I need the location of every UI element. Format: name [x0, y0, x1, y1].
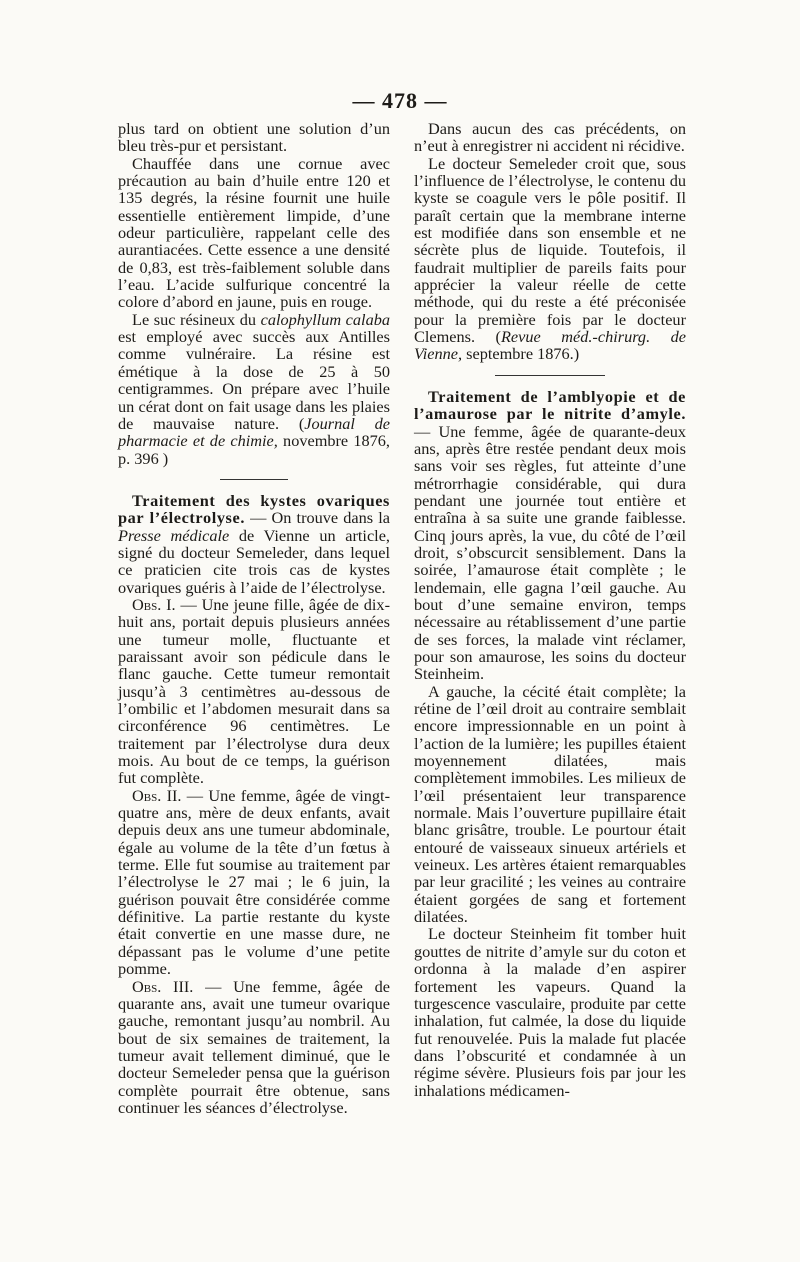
- text-run: de Vienne un article, signé du docteur Semeleder, dans lequel ce praticien cite trois cas de kystes ovariques guéris à l’aide de l’électrolyse.: [118, 525, 390, 597]
- citation-title: Journal de pharmacie et de chimie,: [118, 413, 391, 451]
- italic-term: Presse médicale: [118, 525, 230, 545]
- text-run: septembre 1876.): [462, 344, 580, 364]
- left-column: [118, 120, 390, 1116]
- observation: [118, 978, 390, 1117]
- observation: [118, 596, 390, 787]
- text-run: Le docteur Semeleder croit que, sous l’influence de l’électrolyse, le contenu du kyste se coagule vers le pôle positif. Il paraît certain que la membrane interne est modifiée dans son ensemble et ne sécrète plus de liquide. Toutefois, il faudrait multiplier de pareils faits pour apprécier la valeur réelle de cette méthode, qui du reste a été préconisée pour la première fois par le docteur Clemens. (: [414, 153, 686, 347]
- observation-label: Obs. I.: [132, 594, 176, 614]
- paragraph: [118, 492, 390, 596]
- observation-label: Obs. III.: [132, 976, 194, 996]
- text-run: novembre 1876, p. 396 ): [118, 431, 390, 468]
- observation-label: Obs. II.: [132, 785, 182, 805]
- italic-term: calophyllum calaba: [260, 309, 390, 329]
- section-divider: [220, 479, 288, 480]
- text-run: est employé avec succès aux Antilles comme vulnéraire. La résine est émétique à la dose de 25 à 50 centigrammes. On prépare avec l’huile un cérat dont on fait usage dans les plaies de mauvaise nature. (: [118, 327, 390, 433]
- paragraph: Le docteur Steinheim fit tomber huit gouttes de nitrite d’amyle sur du coton et ordonna à la malade d’en aspirer fortement les vapeurs. Quand la turgescence vasculaire, produite par cette inhalation, fut calmée, la dose du liquide fut renouvelée. Puis la malade fut placée dans l’obscurité et condamnée à un régime sévère. Plusieurs fois par jour les inhalations médicamen-: [414, 924, 686, 1100]
- text-run: Le suc résineux du: [132, 309, 261, 329]
- paragraph: plus tard on obtient une solution d’un bleu très-pur et persistant.: [118, 119, 390, 156]
- citation-title: Revue méd.-chirurg. de Vienne,: [414, 327, 687, 364]
- text-run: — Une jeune fille, âgée de dix-huit ans, portait depuis plusieurs années une tumeur molle, fluctuante et paraissant avoir son pédicule dans le flanc gauche. Cette tumeur remontait jusqu’à 3 centimètres au-dessous de l’ombilic et l’abdomen mesurait dans sa circonférence 96 centimètres. Le traitement par l’électrolyse dura deux mois. Au bout de ce temps, la guérison fut complète.: [118, 594, 390, 788]
- paragraph: Dans aucun des cas précédents, on n’eut à enregistrer ni accident ni récidive.: [414, 119, 686, 156]
- paragraph: [414, 388, 686, 683]
- observation: [118, 787, 390, 978]
- page-number: — 478 —: [352, 88, 448, 113]
- text-run: — Une femme, âgée de quarante ans, avait une tumeur ovarique gauche, remontant jusqu’au nombril. Au bout de six semaines de traitement, la tumeur avait tellement diminué, que le docteur Semeleder pensa que la guérison complète pourrait être obtenue, sans continuer les séances d’électrolyse.: [118, 976, 390, 1117]
- paragraph: Chauffée dans une cornue avec précaution au bain d’huile entre 120 et 135 degrés, la résine fournit une huile essentielle entièrement limpide, d’une odeur particulière, rappelant celle des aurantiacées. Cette essence a une densité de 0,83, est très-faiblement soluble dans l’eau. L’acide sulfurique concentré la colore d’abord en jaune, puis en rouge.: [118, 153, 390, 312]
- text-run: — On trouve dans la: [245, 508, 391, 528]
- section-divider: [495, 375, 605, 376]
- section-title: Traitement des kystes ovariques par l’électrolyse.: [118, 490, 390, 528]
- text-run: — Une femme, âgée de quarante-deux ans, après être restée pendant deux mois sans voir ses règles, fut atteinte d’une métrorrhagie considérable, qui dura pendant une journée tout entière et entraîna à sa suite une grande faiblesse. Cinq jours après, la vue, du côté de l’œil droit, s’obscurcit sensiblement. Dans la soirée, l’amaurose était complète ; le lendemain, elle gagna l’œil gauche. Au bout d’une semaine environ, temps nécessaire au rétablissement d’une partie de ses forces, la malade vint réclamer, pour son amaurose, les soins du docteur Steinheim.: [414, 421, 686, 684]
- section-title: Traitement de l’amblyopie et de l’amaurose par le nitrite d’amyle.: [414, 386, 686, 424]
- right-column: [414, 120, 686, 1099]
- text-run: — Une femme, âgée de vingt-quatre ans, mère de deux enfants, avait depuis deux ans une tumeur abdominale, égale au volume de la tête d’un fœtus à terme. Elle fut soumise au traitement par l’électrolyse le 27 mai ; le 6 juin, la guérison pouvait être considérée comme définitive. La partie restante du kyste était convertie en une masse dure, ne dépassant pas le volume d’une petite pomme.: [118, 785, 390, 979]
- paragraph: [118, 311, 390, 467]
- paragraph: [414, 155, 686, 363]
- paragraph: A gauche, la cécité était complète; la rétine de l’œil droit au contraire semblait encore impressionnable en un point à l’action de la lumière; les pupilles étaient moyennement dilatées, mais complètement immobiles. Les milieux de l’œil présentaient leur transparence normale. Mais l’ouverture pupillaire était blanc grisâtre, trouble. Le pourtour était entouré de vaisseaux sinueux artériels et veineux. Les artères étaient remarquables par leur gracilité ; les veines au contraire étaient gorgées de sang et fortement dilatées.: [414, 681, 686, 927]
